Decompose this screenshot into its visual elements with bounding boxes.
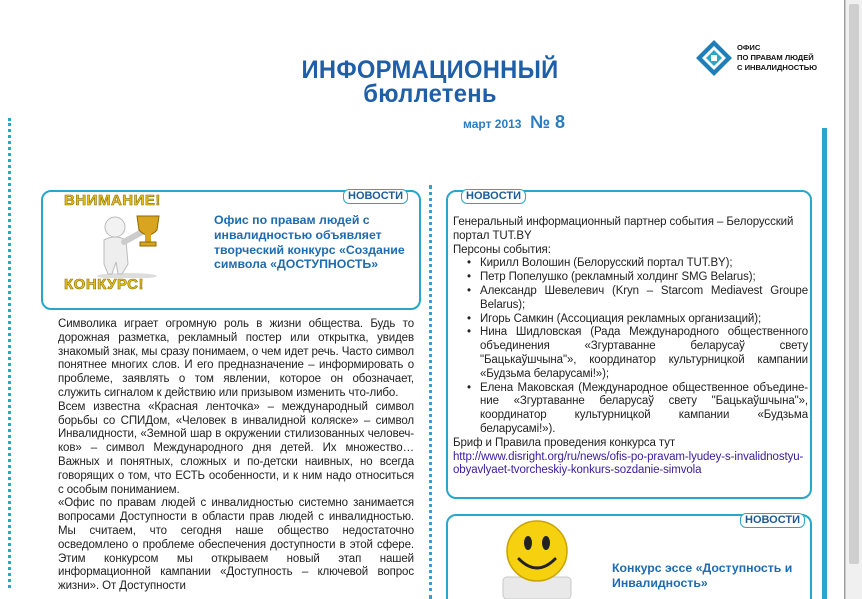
title-line-1: ИНФОРМАЦИОННЫЙ [301, 56, 559, 84]
bulletin-title [288, 58, 573, 106]
office-logo-icon [696, 40, 732, 76]
attention-banner: ВНИМАНИЕ! [64, 192, 161, 209]
list-item: • Нина Шидловская (Рада Международного общественного объединения «Згуртаванне беларусаў свету "Бацькаўшчына"», координатор культурницкой кампании «Будзьма беларусамі!»); [453, 326, 808, 381]
left-dotted-rule [8, 118, 11, 588]
issue-info [463, 112, 565, 133]
article-paragraph: «Офис по правам людей с инвалидностью системно занимается вопросами Доступности в области прав людей с инвалидностью. Мы считаем, что сегодня наше общество недостаточно осведомлено о проблеме обеспечения доступности в этой сфере. Этим конкурсом мы открываем новый этап нашей информационной кампании «Доступность – ключевой вопрос жизни». От Доступности [58, 497, 414, 593]
brief-label: Бриф и Правила проведения конкурса тут [453, 436, 676, 449]
partners-text [453, 216, 808, 478]
list-item: • Кирилл Волошин (Белорусский портал TUT.BY); [453, 257, 808, 271]
list-item: • Александр Шевелевич (Kryn – Starcom Mediavest Groupe Belarus); [453, 285, 808, 313]
article-paragraph: Всем известна «Красная ленточка» – международный символ борьбы со СПИДом, «Человек в инвалидной коляске» – символ Инвалидности, «Земной шар в окружении стилизованных человеч-ков» – символ Международного дня детей. Их множество… Важных и понятных, сложных и по-детски наивных, но всегда говорящих о том, что ЕСТЬ особенности, и к ним надо относиться с особым пониманием. [58, 400, 414, 496]
vertical-scrollbar[interactable] [845, 0, 862, 599]
scrollbar-thumb[interactable] [849, 4, 859, 564]
logo-line-1: ОФИС [737, 43, 761, 52]
list-item: • Елена Маковская (Международное общественное объедине-ние «Згуртаванне беларусаў свету "Бацькаўшчына"», координатор культурницкой кампании «Будзьма беларусамі!»). [453, 382, 808, 437]
column-dotted-rule [429, 185, 432, 599]
office-logo [696, 40, 836, 80]
news-tag: НОВОСТИ [343, 189, 408, 204]
partner-intro: Генеральный информационный партнер события – Белорусский портал TUT.BY [453, 216, 794, 242]
logo-line-2: ПО ПРАВАМ ЛЮДЕЙ [737, 53, 814, 62]
persons-list [453, 257, 808, 436]
list-item: • Петр Попелушко (рекламный холдинг SMG Belarus); [453, 271, 808, 285]
essay-headline: Конкурс эссе «Доступность и Инвалидность» [612, 561, 793, 590]
persons-label: Персоны события: [453, 243, 551, 256]
title-line-2: бюллетень [363, 80, 497, 108]
logo-line-3: С ИНВАЛИДНОСТЬЮ [737, 63, 818, 72]
article-paragraph: Символика играет огромную роль в жизни общества. Будь то дорожная разметка, рекламный постер или открытка, увидев знакомый знак, мы сразу понимаем, о чем идет речь. Часто символ понятнее многих слов. И его предназначение – информировать о проблеме, заявлять о том явлении, которое он обозначает, служить сигналом к действию или призывом изменить что-либо. [58, 318, 414, 399]
logo-text [737, 43, 817, 73]
contest-banner: КОНКУРС! [64, 276, 144, 293]
contest-headline: Офис по правам людей с инвалидностью объявляет творческий конкурс «Создание символа «ДОСТУПНОСТЬ» [214, 213, 405, 272]
figure-with-trophy-icon [82, 210, 172, 278]
issue-date: март 2013 [463, 117, 522, 131]
contest-article [58, 318, 414, 594]
news-tag: НОВОСТИ [740, 513, 805, 528]
right-teal-rule [822, 128, 827, 599]
contest-promo-image [62, 192, 196, 300]
news-tag: НОВОСТИ [461, 189, 526, 204]
issue-number: № 8 [529, 112, 566, 132]
smiley-icon [497, 515, 577, 599]
list-item: • Игорь Самкин (Ассоциация рекламных организаций); [453, 313, 808, 327]
contest-rules-link[interactable]: http://www.disright.org/ru/news/ofis-po-pravam-lyudey-s-invalidnostyu-obyavlyaet-tvorcheskiy-konkurs-sozdanie-simvola [453, 450, 804, 477]
